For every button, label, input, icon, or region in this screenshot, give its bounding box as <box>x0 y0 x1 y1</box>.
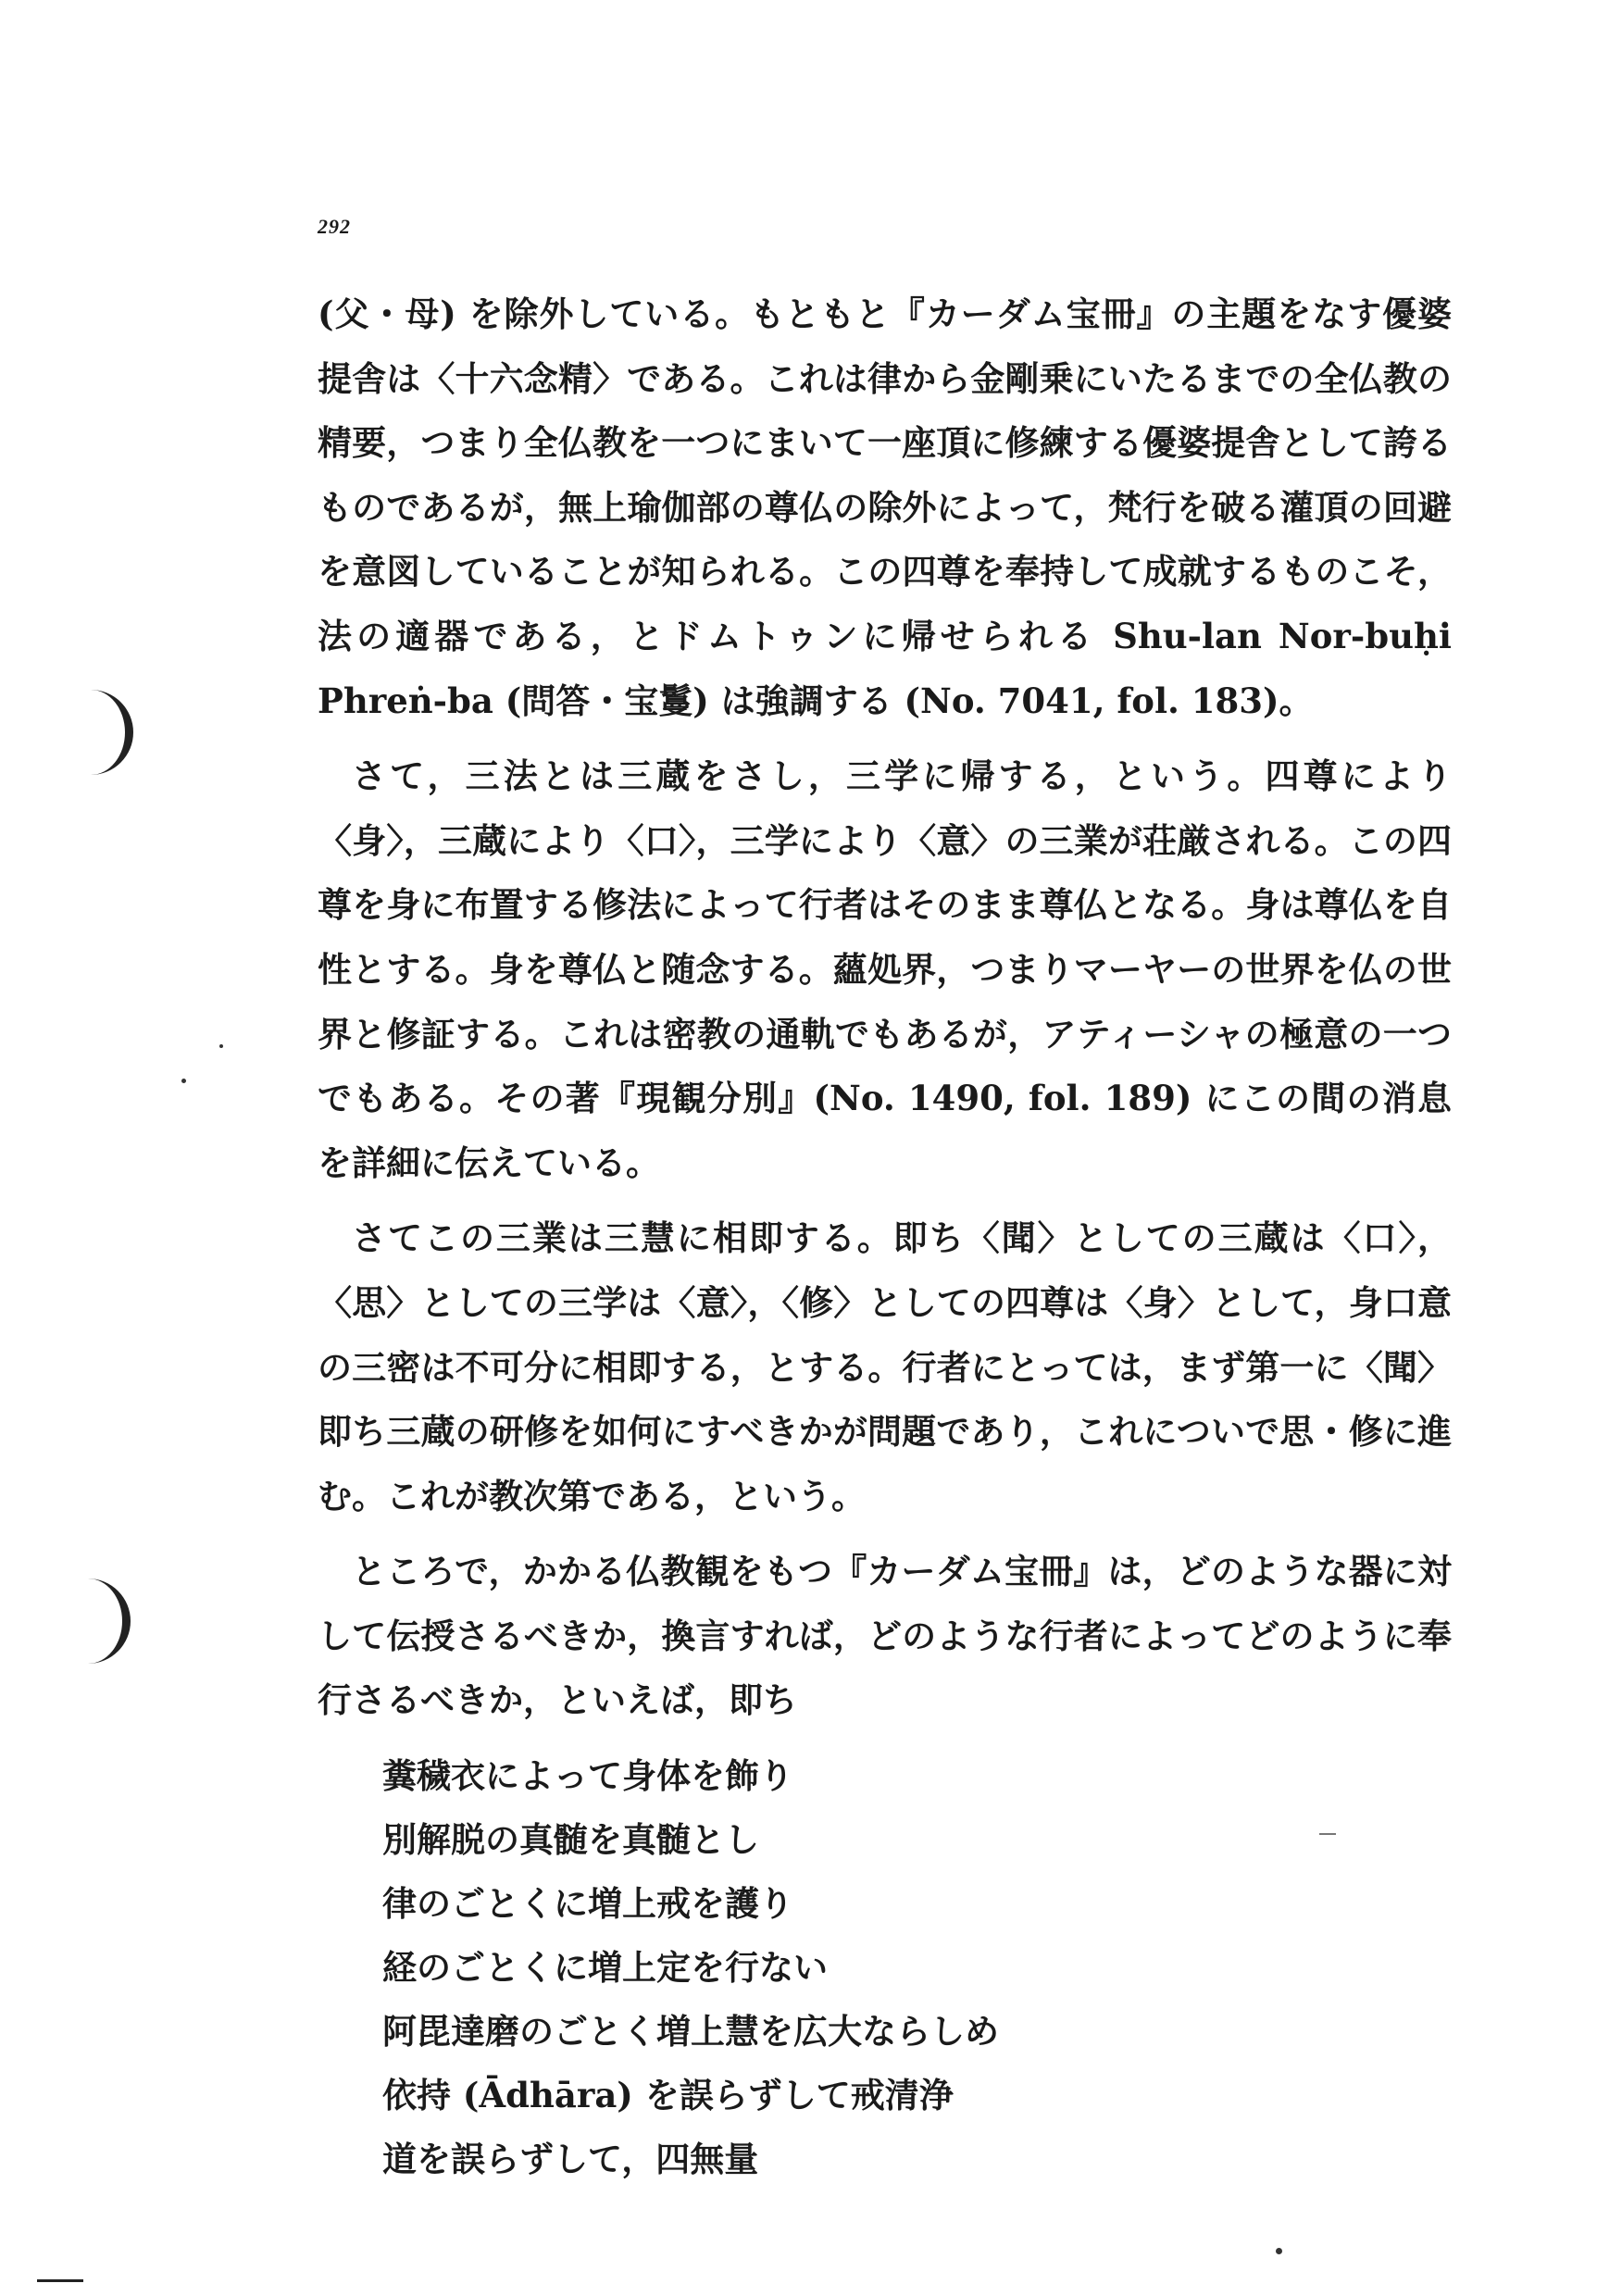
binding-hole-mark <box>85 1578 131 1664</box>
scan-speck <box>1276 2248 1282 2254</box>
paragraph: (父・母) を除外している。もともと『カーダム宝冊』の主題をなす優婆提舎は〈十六念精〉である。これは律から金剛乗にいたるまでの全仏教の精要，つまり全仏教を一つにまいて一座頂に修練する優婆提舎として誇るものであるが，無上瑜伽部の尊仏の除外によって，梵行を破る灌頂の回避を意図していることが知られる。この四尊を奉持して成就するものこそ，法の適器である，とドムトゥンに帰せられる Shu-lan Nor-buḥi Phreṅ-ba (問答・宝鬘) は強調する (No. 7041, fol. 183)。 <box>318 293 1452 721</box>
binding-hole-mark <box>88 690 133 775</box>
paragraph: さてこの三業は三慧に相即する。即ち〈聞〉としての三蔵は〈口〉，〈思〉としての三学は〈意〉，〈修〉としての四尊は〈身〉として，身口意の三密は不可分に相即する，とする。行者にとっては，まず第一に〈聞〉即ち三蔵の研修を如何にすべきかが問題であり，これについで思・修に進む。これが教次第である，という。 <box>318 1217 1452 1516</box>
verse-line: 別解脱の真髄を真髄とし <box>382 1819 759 1861</box>
verse-line: 糞穢衣によって身体を飾り <box>382 1755 793 1797</box>
verse-line: 依持 (Ādhāra) を誤らずして戒清浄 <box>382 2075 954 2116</box>
verse-line: 阿毘達磨のごとく増上慧を広大ならしめ <box>382 2011 999 2053</box>
verse-line: 律のごとくに増上戒を護り <box>382 1883 793 1925</box>
paragraph: さて，三法とは三蔵をさし，三学に帰する，という。四尊により〈身〉，三蔵により〈口〉，三学により〈意〉の三業が荘厳される。この四尊を身に布置する修法によって行者はそのまま尊仏となる。身は尊仏を自性とする。身を尊仏と随念する。蘊処界，つまりマーヤーの世界を仏の世界と修証する。これは密教の通軌でもあるが，アティーシャの極意の一つでもある。その著『現観分別』(No. 1490, fol. 189) にこの間の消息を詳細に伝えている。 <box>318 755 1452 1183</box>
verse-line: 道を誤らずして，四無量 <box>382 2139 759 2180</box>
scan-speck <box>181 1079 186 1083</box>
page-number: 292 <box>318 215 351 238</box>
scan-edge-line <box>37 2279 83 2282</box>
paragraph: ところで，かかる仏教観をもつ『カーダム宝冊』は，どのような器に対して伝授さるべきか，換言すれば，どのような行者によってどのように奉行さるべきか，といえば，即ち <box>318 1551 1452 1721</box>
verse-line: 経のごとくに増上定を行ない <box>382 1947 828 1989</box>
verse-list <box>318 1744 1452 2191</box>
scan-speck <box>219 1044 223 1048</box>
scan-edge-line <box>1319 1833 1336 1835</box>
body-text <box>318 282 1452 2191</box>
